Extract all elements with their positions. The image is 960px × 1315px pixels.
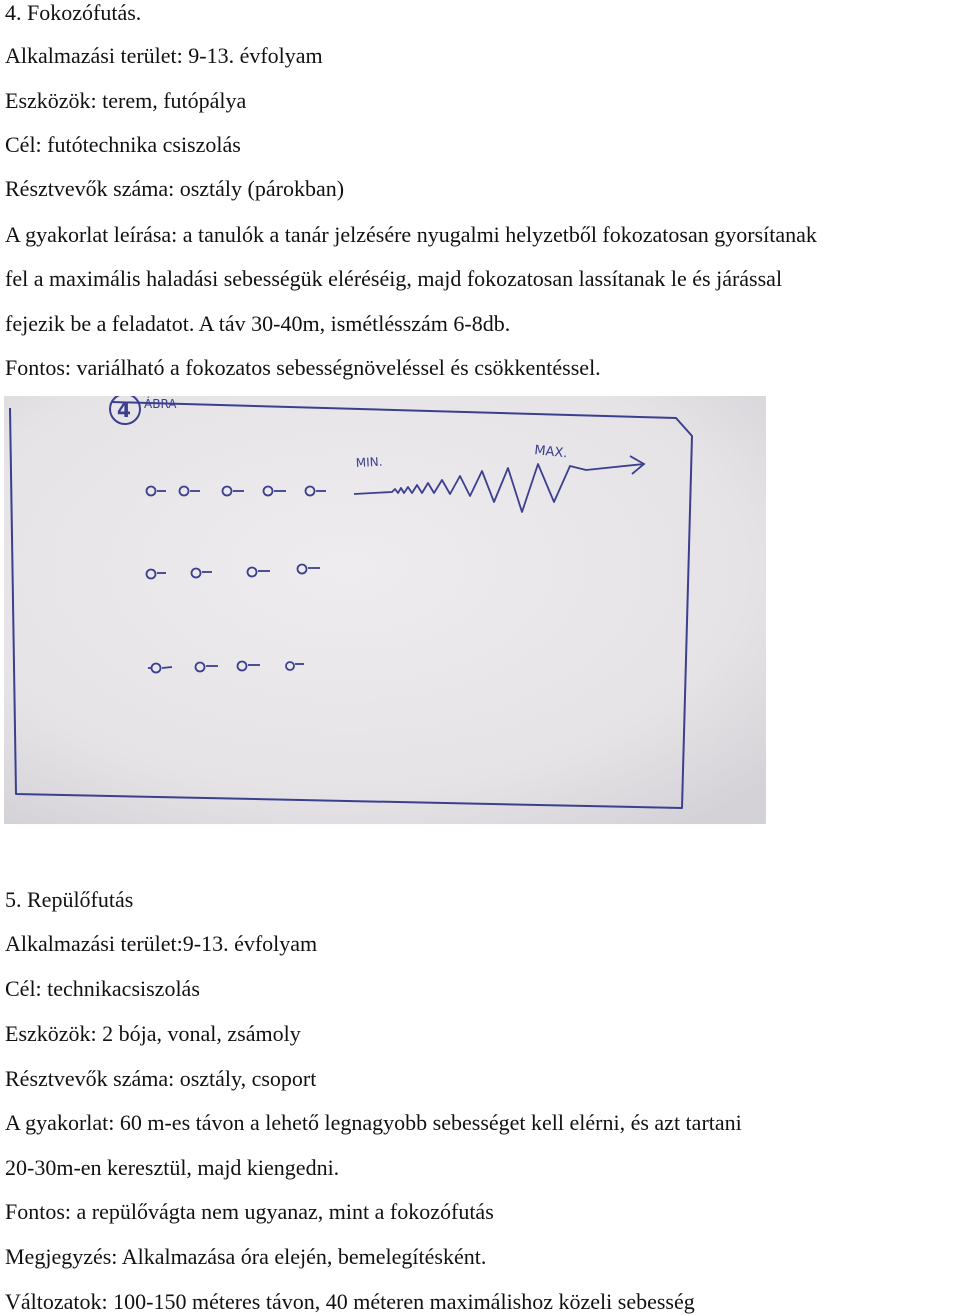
section-5-heading: 5. Repülőfutás [5, 887, 134, 912]
runner-tail [162, 667, 172, 668]
exercise-line-2: 20-30m-en keresztül, majd kiengedni. [5, 1155, 340, 1180]
min-label: MIN. [355, 454, 383, 470]
description-line-3: fejezik be a feladatot. A táv 30-40m, ismétlésszám 6-8db. [5, 311, 511, 336]
remark: Megjegyzés: Alkalmazása óra elején, bemelegítésként. [5, 1244, 487, 1269]
variants: Változatok: 100-150 méteres távon, 40 méteren maximálishoz közeli sebesség [5, 1289, 695, 1314]
description-line-1: A gyakorlat leírása: a tanulók a tanár jelzésére nyugalmi helyzetből fokozatosan gyorsítanak [5, 222, 817, 247]
participants: Résztvevők száma: osztály (párokban) [5, 176, 345, 201]
badge-label: ÁBRA [144, 397, 177, 411]
tools: Eszközök: 2 bója, vonal, zsámoly [5, 1021, 301, 1046]
application-area: Alkalmazási terület: 9-13. évfolyam [5, 43, 323, 68]
description-line-2: fel a maximális haladási sebességük eléréséig, majd fokozatosan lassítanak le és járással [5, 266, 783, 291]
paper-background [4, 396, 766, 824]
section-4-heading: 4. Fokozófutás. [5, 0, 142, 25]
application-area: Alkalmazási terület:9-13. évfolyam [5, 931, 318, 956]
important-note: Fontos: a repülővágta nem ugyanaz, mint a fokozófutás [5, 1199, 494, 1224]
exercise-line-1: A gyakorlat: 60 m-es távon a lehető legnagyobb sebességet kell elérni, és azt tartani [5, 1110, 742, 1135]
participants: Résztvevők száma: osztály, csoport [5, 1066, 317, 1091]
tools: Eszközök: terem, futópálya [5, 88, 247, 113]
max-label: MAX. [533, 443, 569, 462]
important-note: Fontos: variálható a fokozatos sebességnöveléssel és csökkentéssel. [5, 355, 601, 380]
hand-drawn-diagram-photo [4, 396, 766, 824]
goal: Cél: futótechnika csiszolás [5, 132, 241, 157]
badge-number: 4 [117, 398, 131, 422]
goal: Cél: technikacsiszolás [5, 976, 200, 1001]
